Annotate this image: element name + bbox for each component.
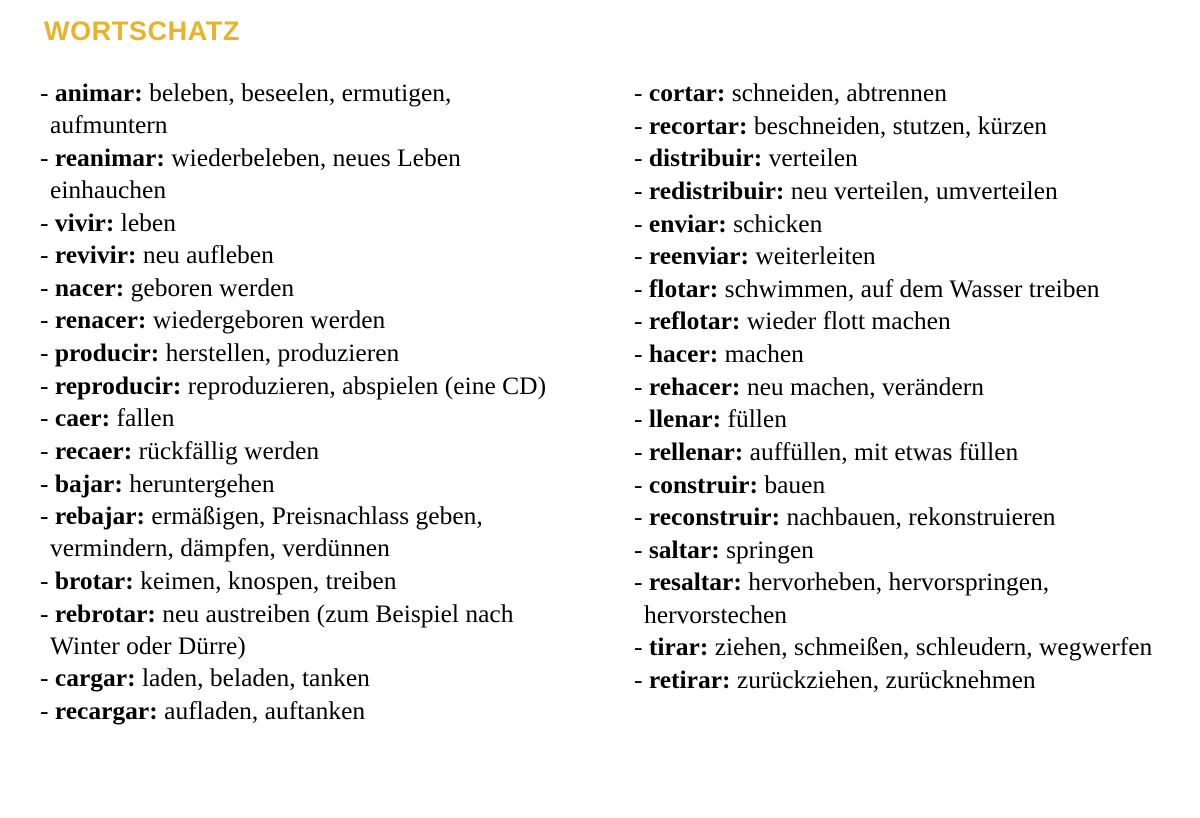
entry-bullet: - bbox=[634, 306, 643, 336]
entry-definition: zurückziehen, zurücknehmen bbox=[736, 664, 1036, 694]
entry-bullet: - bbox=[40, 695, 49, 725]
entry-term: rebrotar: bbox=[54, 598, 156, 628]
entry-definition: rückfällig werden bbox=[138, 435, 320, 465]
entry-definition: neu austreiben (zum Beispiel nach Winter oder Dürre) bbox=[50, 598, 514, 660]
entry-definition: fallen bbox=[116, 403, 175, 433]
entry-definition: leben bbox=[120, 207, 176, 237]
entry-term: flotar: bbox=[648, 273, 719, 303]
entry-term: brotar: bbox=[54, 565, 134, 595]
entry-definition: hervorheben, hervorspringen, hervorstechen bbox=[644, 567, 1050, 629]
entry-definition: machen bbox=[724, 339, 804, 368]
entry-bullet: - bbox=[40, 501, 49, 531]
entry-bullet: - bbox=[634, 78, 643, 107]
entry-term: redistribuir: bbox=[648, 175, 785, 205]
entry-bullet: - bbox=[40, 663, 49, 693]
vocabulary-entry bbox=[634, 110, 1160, 142]
vocabulary-entry bbox=[40, 402, 564, 434]
entry-definition: heruntergehen bbox=[129, 468, 275, 498]
entry-term: retirar: bbox=[648, 664, 731, 694]
vocabulary-entry bbox=[40, 337, 564, 369]
entry-definition: beschneiden, stutzen, kürzen bbox=[753, 110, 1048, 140]
entry-definition: beleben, beseelen, ermutigen, aufmuntern bbox=[50, 78, 452, 140]
entry-term: llenar: bbox=[648, 404, 722, 434]
entry-bullet: - bbox=[40, 403, 49, 433]
vocabulary-entry bbox=[634, 77, 1160, 109]
entry-term: recaer: bbox=[54, 435, 133, 465]
entry-term: hacer: bbox=[648, 339, 719, 368]
page-title: WORTSCHATZ bbox=[44, 16, 240, 46]
entry-bullet: - bbox=[634, 110, 643, 140]
entry-term: vivir: bbox=[54, 207, 115, 237]
entry-bullet: - bbox=[40, 565, 49, 595]
entry-bullet: - bbox=[634, 208, 643, 238]
entry-term: saltar: bbox=[648, 534, 720, 564]
entry-term: revivir: bbox=[54, 240, 137, 270]
entry-bullet: - bbox=[40, 142, 49, 172]
entry-bullet: - bbox=[40, 272, 49, 302]
entry-bullet: - bbox=[634, 273, 643, 303]
vocabulary-entry bbox=[40, 142, 564, 206]
vocabulary-entry bbox=[634, 142, 1160, 174]
entry-bullet: - bbox=[40, 207, 49, 237]
vocabulary-columns bbox=[40, 77, 1160, 728]
vocabulary-entry bbox=[634, 566, 1160, 630]
entry-term: caer: bbox=[54, 403, 111, 433]
vocabulary-entry bbox=[634, 208, 1160, 240]
entry-bullet: - bbox=[634, 436, 643, 466]
entry-bullet: - bbox=[634, 664, 643, 694]
vocabulary-entry bbox=[40, 565, 564, 597]
entry-bullet: - bbox=[40, 435, 49, 465]
entry-definition: wieder flott machen bbox=[746, 306, 951, 336]
entry-bullet: - bbox=[634, 632, 643, 662]
entry-bullet: - bbox=[634, 175, 643, 205]
entry-term: reenviar: bbox=[648, 241, 749, 271]
vocabulary-column-left bbox=[40, 77, 600, 728]
entry-term: rehacer: bbox=[648, 371, 741, 401]
entry-definition: ziehen, schmeißen, schleudern, wegwerfen bbox=[714, 632, 1153, 662]
vocabulary-entry bbox=[40, 304, 564, 336]
vocabulary-entry bbox=[40, 272, 564, 304]
vocabulary-entry bbox=[634, 338, 1160, 370]
vocabulary-entry bbox=[634, 469, 1160, 501]
entry-term: rellenar: bbox=[648, 436, 744, 466]
entry-bullet: - bbox=[634, 339, 643, 368]
entry-term: cargar: bbox=[54, 663, 136, 693]
vocabulary-entry bbox=[40, 468, 564, 500]
entry-bullet: - bbox=[40, 598, 49, 628]
entry-bullet: - bbox=[634, 143, 643, 173]
entry-definition: reproduzieren, abspielen (eine CD) bbox=[187, 370, 547, 400]
vocabulary-entry bbox=[40, 695, 564, 727]
entry-definition: nachbauen, rekonstruieren bbox=[786, 502, 1056, 532]
entry-definition: füllen bbox=[727, 404, 787, 434]
vocabulary-entry bbox=[40, 435, 564, 467]
entry-term: construir: bbox=[648, 469, 758, 499]
entry-definition: bauen bbox=[764, 469, 826, 499]
entry-definition: weiterleiten bbox=[755, 241, 876, 271]
vocabulary-entry bbox=[634, 273, 1160, 305]
entry-term: reconstruir: bbox=[648, 502, 781, 532]
vocabulary-entry bbox=[634, 175, 1160, 207]
entry-term: nacer: bbox=[54, 272, 125, 302]
entry-definition: auffüllen, mit etwas füllen bbox=[749, 436, 1019, 466]
entry-definition: ermäßigen, Preisnachlass geben, vermindern, dämpfen, verdünnen bbox=[50, 501, 483, 563]
entry-term: producir: bbox=[54, 338, 160, 367]
vocabulary-entry bbox=[40, 77, 564, 141]
entry-definition: herstellen, produzieren bbox=[165, 338, 400, 367]
entry-term: recortar: bbox=[648, 110, 748, 140]
entry-term: animar: bbox=[54, 78, 143, 107]
entry-term: reflotar: bbox=[648, 306, 741, 336]
entry-bullet: - bbox=[634, 567, 643, 597]
entry-bullet: - bbox=[40, 338, 49, 367]
vocabulary-entry bbox=[40, 207, 564, 239]
entry-bullet: - bbox=[634, 469, 643, 499]
entry-bullet: - bbox=[40, 370, 49, 400]
entry-bullet: - bbox=[634, 241, 643, 271]
entry-definition: verteilen bbox=[768, 143, 858, 173]
entry-definition: geboren werden bbox=[130, 272, 295, 302]
entry-term: distribuir: bbox=[648, 143, 763, 173]
vocabulary-entry bbox=[40, 662, 564, 694]
vocabulary-entry bbox=[634, 664, 1160, 696]
entry-term: resaltar: bbox=[648, 567, 742, 597]
entry-definition: neu verteilen, umverteilen bbox=[790, 175, 1058, 205]
entry-term: reproducir: bbox=[54, 370, 182, 400]
vocabulary-entry bbox=[634, 534, 1160, 566]
vocabulary-entry bbox=[634, 240, 1160, 272]
entry-definition: schneiden, abtrennen bbox=[731, 78, 947, 107]
vocabulary-entry bbox=[634, 305, 1160, 337]
vocabulary-entry bbox=[634, 371, 1160, 403]
entry-term: cortar: bbox=[648, 78, 726, 107]
vocabulary-entry bbox=[634, 436, 1160, 468]
entry-bullet: - bbox=[634, 502, 643, 532]
entry-definition: schwimmen, auf dem Wasser treiben bbox=[724, 273, 1100, 303]
entry-bullet: - bbox=[40, 240, 49, 270]
vocabulary-entry bbox=[40, 239, 564, 271]
vocabulary-entry bbox=[40, 370, 564, 402]
entry-term: renacer: bbox=[54, 305, 147, 335]
entry-term: bajar: bbox=[54, 468, 123, 498]
entry-term: tirar: bbox=[648, 632, 709, 662]
entry-bullet: - bbox=[40, 305, 49, 335]
vocabulary-entry bbox=[40, 500, 564, 564]
entry-definition: schicken bbox=[733, 208, 823, 238]
entry-bullet: - bbox=[634, 371, 643, 401]
entry-definition: aufladen, auftanken bbox=[164, 695, 366, 725]
vocabulary-column-right bbox=[600, 77, 1160, 728]
entry-term: reanimar: bbox=[54, 142, 165, 172]
vocabulary-entry bbox=[40, 598, 564, 662]
entry-bullet: - bbox=[634, 534, 643, 564]
entry-definition: springen bbox=[726, 534, 814, 564]
entry-definition: neu aufleben bbox=[142, 240, 274, 270]
vocabulary-entry bbox=[634, 403, 1160, 435]
entry-definition: wiedergeboren werden bbox=[152, 305, 386, 335]
entry-definition: laden, beladen, tanken bbox=[141, 663, 370, 693]
entry-definition: neu machen, verändern bbox=[746, 371, 984, 401]
entry-bullet: - bbox=[634, 404, 643, 434]
entry-bullet: - bbox=[40, 78, 49, 107]
entry-definition: keimen, knospen, treiben bbox=[140, 565, 397, 595]
vocabulary-entry bbox=[634, 631, 1160, 663]
entry-term: recargar: bbox=[54, 695, 158, 725]
vocabulary-entry bbox=[634, 501, 1160, 533]
entry-term: enviar: bbox=[648, 208, 727, 238]
entry-bullet: - bbox=[40, 468, 49, 498]
entry-definition: wiederbeleben, neues Leben einhauchen bbox=[50, 142, 461, 204]
entry-term: rebajar: bbox=[54, 501, 146, 531]
